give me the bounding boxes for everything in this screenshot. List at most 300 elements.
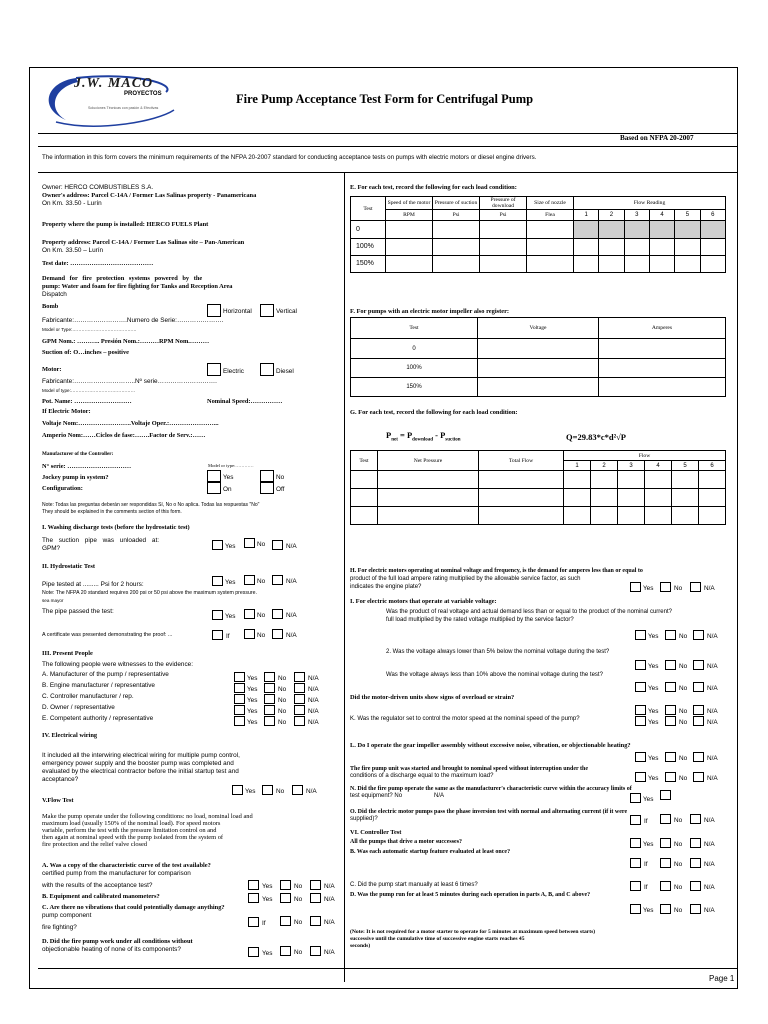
H-na-checkbox[interactable] [690, 582, 701, 592]
form-sheet [29, 67, 738, 989]
H-no-label: No [674, 585, 683, 592]
E-col-1: 1 [574, 210, 599, 221]
G-cell[interactable] [672, 489, 699, 507]
V-D-no-label: No [294, 949, 303, 956]
VI-B-if-label: If [644, 861, 648, 868]
jockey-no-checkbox[interactable] [260, 470, 274, 482]
G-cell[interactable] [479, 489, 564, 507]
IV-na-label: N/A [306, 788, 317, 795]
E-flea-unit: Flea [527, 210, 574, 221]
final-note-1: (Note: It is not required for a motor starter to operate for 5 minutes at maximum speed between starts) [350, 929, 596, 935]
III-b-na-checkbox[interactable] [294, 683, 305, 693]
if-electric-label: If Electric Motor: [42, 408, 91, 415]
G-col-1: 1 [564, 461, 591, 471]
company-logo [36, 70, 186, 128]
III-d-yes-label: Yes [247, 708, 258, 715]
E-cell-shaded [574, 221, 599, 239]
section-V-4: then again at nominal speed with the pump isolated from the system of [42, 834, 224, 841]
section-II-q3: A certificate was presented demonstrating the proof: ... [42, 632, 173, 638]
G-cell[interactable] [564, 471, 591, 489]
III-a-yes-label: Yes [247, 675, 258, 682]
O-line-1: O. Did the electric motor pumps pass the phase inversion test with normal and alternating current (if it were [350, 809, 628, 815]
G-cell[interactable] [645, 471, 672, 489]
E-cell[interactable] [433, 256, 480, 273]
G-cell[interactable] [564, 489, 591, 507]
J-yes-checkbox[interactable] [635, 705, 646, 715]
I-line-1: Was the product of real voltage and actual demand less than or equal to the product of the nominal current? [386, 609, 672, 615]
VI-D-yes-checkbox[interactable] [630, 904, 641, 914]
E-cell-shaded [624, 221, 649, 239]
IV-na-checkbox[interactable] [292, 785, 303, 795]
V-B-no-checkbox[interactable] [280, 893, 291, 903]
F-test-header: Test [351, 318, 478, 339]
VI-C-na-label: N/A [704, 884, 715, 891]
V-A-yes-checkbox[interactable] [248, 880, 259, 890]
II-q2-no-checkbox[interactable] [244, 609, 255, 619]
section-IV-4: acceptance? [42, 776, 79, 783]
III-e-yes-checkbox[interactable] [234, 716, 245, 726]
VI-B-no-label: No [674, 861, 683, 868]
section-V-3: variable, perform the test with the pressure limitation control on and [42, 827, 217, 834]
E-cell[interactable] [433, 239, 480, 256]
formula-p: P [386, 430, 392, 440]
E-cell[interactable] [599, 239, 624, 256]
I2-na-checkbox[interactable] [693, 660, 704, 670]
III-d-na-checkbox[interactable] [294, 705, 305, 715]
E-cell[interactable] [527, 256, 574, 273]
section-III-title: III. Present People [42, 650, 93, 657]
L-na-label: N/A [707, 755, 718, 762]
VI-D-yes-label: Yes [643, 907, 654, 914]
model-line-1: Model or Type:…………………………………… [42, 327, 137, 332]
E-cell[interactable] [527, 221, 574, 239]
III-c-yes-checkbox[interactable] [234, 694, 245, 704]
II-q2-no-label: No [257, 612, 266, 619]
O-if-checkbox[interactable] [630, 815, 641, 825]
H-line-2: product of the full load ampere rating multiplied by the allowable service factor, as such [350, 576, 581, 582]
H-na-label: N/A [704, 585, 715, 592]
E-cell[interactable] [574, 239, 599, 256]
F-cell[interactable] [478, 378, 599, 397]
III-e-label: E. Competent authority / representative [42, 715, 154, 722]
III-d-no-label: No [278, 708, 287, 715]
I2-no-checkbox[interactable] [665, 660, 676, 670]
V-B-na-checkbox[interactable] [310, 893, 321, 903]
I3-yes-checkbox[interactable] [635, 682, 646, 692]
H-yes-label: Yes [643, 585, 654, 592]
III-d-no-checkbox[interactable] [264, 705, 275, 715]
IV-yes-checkbox[interactable] [232, 785, 243, 795]
O-na-checkbox[interactable] [690, 814, 701, 824]
VI-D-na-label: N/A [704, 907, 715, 914]
H-no-checkbox[interactable] [660, 582, 671, 592]
VI-B-na-checkbox[interactable] [690, 858, 701, 868]
G-net-header: Net Pressure [378, 451, 479, 471]
F-row-150: 150% [351, 378, 478, 397]
III-c-no-label: No [278, 697, 287, 704]
E-col-6: 6 [700, 210, 725, 221]
II-na-checkbox[interactable] [272, 575, 283, 585]
VI-C-no-checkbox[interactable] [660, 881, 671, 891]
O-no-label: No [674, 817, 683, 824]
VI-no-checkbox[interactable] [660, 838, 671, 848]
property-address-2: On Km. 33.50 – Lurín [42, 247, 104, 254]
VI-C-if-checkbox[interactable] [630, 881, 641, 891]
IV-yes-label: Yes [245, 788, 256, 795]
VI-yes-checkbox[interactable] [630, 838, 641, 848]
III-c-na-label: N/A [308, 697, 319, 704]
O-no-checkbox[interactable] [660, 814, 671, 824]
II-q3-no-checkbox[interactable] [244, 629, 255, 639]
V-B-1: B. Equipment and calibrated manometers? [42, 893, 160, 900]
I1-na-checkbox[interactable] [693, 630, 704, 640]
E-cell[interactable] [649, 256, 674, 273]
F-amperes-header: Amperes [599, 318, 726, 339]
pot-name: Pot. Name: ……………………… [42, 398, 132, 405]
N-yes-label: Yes [643, 796, 654, 803]
I1-na-label: N/A [707, 633, 718, 640]
II-q2-na-checkbox[interactable] [272, 609, 283, 619]
V-C-if-label: If [262, 920, 266, 927]
N-no-checkbox[interactable] [660, 790, 671, 800]
E-psi-unit-2: Psi [480, 210, 527, 221]
II-q2-yes-label: Yes [225, 613, 236, 620]
final-note-3: seconds) [350, 943, 371, 949]
I2-yes-label: Yes [648, 663, 659, 670]
IV-no-checkbox[interactable] [262, 785, 273, 795]
demand-3: Dispatch [42, 291, 67, 298]
net-pressure-formula [386, 430, 461, 443]
section-II-q1: Pipe tested at ......... Psi for 2 hours: [42, 581, 144, 588]
K-yes-checkbox[interactable] [635, 716, 646, 726]
config-on-checkbox[interactable] [207, 482, 221, 494]
formula-eq: = P [397, 430, 413, 440]
G-cell[interactable] [479, 471, 564, 489]
M-line-2: conditions of a discharge equal to the maximum load? [350, 773, 494, 779]
I1-no-checkbox[interactable] [665, 630, 676, 640]
V-D-1: D. Did the fire pump work under all conditions without [42, 938, 193, 945]
G-cell[interactable] [699, 507, 726, 525]
G-cell[interactable] [351, 471, 378, 489]
property-address-1: Property address: Parcel C-14A / Former Las Salinas site – Pan-American [42, 239, 245, 246]
config-off-checkbox[interactable] [260, 482, 274, 494]
F-cell[interactable] [478, 339, 599, 359]
vertical-checkbox[interactable] [260, 304, 274, 317]
I3-na-checkbox[interactable] [693, 682, 704, 692]
II-q3-na-label: N/A [286, 632, 297, 639]
E-cell-shaded [649, 221, 674, 239]
VI-na-checkbox[interactable] [690, 838, 701, 848]
property-installed: Property where the pump is installed: HERCO FUELS Plant [42, 221, 209, 228]
G-cell[interactable] [645, 489, 672, 507]
diesel-checkbox[interactable] [260, 363, 274, 376]
G-cell[interactable] [378, 471, 479, 489]
L-yes-label: Yes [648, 755, 659, 762]
III-a-label: A. Manufacturer of the pump / representative [42, 671, 169, 678]
I2-yes-checkbox[interactable] [635, 660, 646, 670]
II-yes-checkbox[interactable] [212, 576, 223, 586]
VI-D-no-checkbox[interactable] [660, 904, 671, 914]
K-na-checkbox[interactable] [693, 716, 704, 726]
F-cell[interactable] [478, 359, 599, 378]
K-no-checkbox[interactable] [665, 716, 676, 726]
V-B-yes-checkbox[interactable] [248, 893, 259, 903]
G-cell[interactable] [699, 471, 726, 489]
II-no-label: No [257, 578, 266, 585]
G-cell[interactable] [618, 507, 645, 525]
E-nozzle-header: Size of nozzle [527, 197, 574, 210]
II-yes-label: Yes [225, 579, 236, 586]
I3-no-checkbox[interactable] [665, 682, 676, 692]
gpm-line: GPM Nom.: ……….. Presión Nom.:………RPM Nom.……… [42, 338, 210, 345]
section-IV-3: evaluated by the electrical contractor before the initial startup test and [42, 768, 239, 775]
I2-no-label: No [679, 663, 688, 670]
section-V-5: fire protection and the relief valve closed [42, 841, 148, 848]
E-cell[interactable] [574, 256, 599, 273]
E-cell[interactable] [624, 239, 649, 256]
V-D-na-label: N/A [324, 949, 335, 956]
nominal-speed: Nominal Speed:…………… [207, 398, 283, 405]
V-D-yes-label: Yes [262, 950, 273, 957]
M-na-checkbox[interactable] [693, 772, 704, 782]
VI-na-label: N/A [704, 841, 715, 848]
IV-no-label: No [276, 788, 285, 795]
owner-address-1: Owner's address: Parcel C-14A / Former Las Salinas property - Panamericana [42, 192, 257, 199]
V-C-3: fire fighting? [42, 924, 77, 931]
I-line-3: 2. Was the voltage always lower than 5% below the nominal voltage during the test? [386, 649, 610, 655]
M-yes-checkbox[interactable] [635, 772, 646, 782]
I-yes-checkbox[interactable] [212, 540, 223, 550]
G-cell[interactable] [479, 507, 564, 525]
E-cell[interactable] [386, 239, 433, 256]
G-cell[interactable] [699, 489, 726, 507]
page-number: Page 1 [709, 974, 735, 983]
note-line-2: They should be explained in the comments section of this form. [42, 509, 182, 515]
V-C-na-label: N/A [324, 919, 335, 926]
V-A-na-label: N/A [324, 883, 335, 890]
vertical-label: Vertical [276, 308, 297, 315]
VI-C-na-checkbox[interactable] [690, 881, 701, 891]
formula-net: net [391, 437, 398, 443]
V-C-na-checkbox[interactable] [310, 916, 321, 926]
flow-formula: Q=29.83*c*d²√P [566, 432, 626, 442]
III-a-yes-checkbox[interactable] [234, 672, 245, 682]
note-line-1: Note: Todas las preguntas deberán ser respondidas Sí, No o No aplica. Todas las respuestas "No" [42, 502, 260, 508]
final-note-2: successive until the cumulative time of successive engine starts reaches 45 [350, 936, 525, 942]
G-cell[interactable] [591, 471, 618, 489]
H-yes-checkbox[interactable] [630, 582, 641, 592]
V-A-no-label: No [294, 883, 303, 890]
G-cell[interactable] [618, 471, 645, 489]
J-no-checkbox[interactable] [665, 705, 676, 715]
E-cell[interactable] [527, 239, 574, 256]
K-no-label: No [679, 719, 688, 726]
M-line-1: The fire pump unit was started and brought to nominal speed without interruption under the [350, 766, 589, 772]
F-row-0: 0 [351, 339, 478, 359]
F-cell[interactable] [599, 339, 726, 359]
III-b-no-checkbox[interactable] [264, 683, 275, 693]
E-cell[interactable] [480, 256, 527, 273]
I2-na-label: N/A [707, 663, 718, 670]
III-b-na-label: N/A [308, 686, 319, 693]
VI-B-no-checkbox[interactable] [660, 858, 671, 868]
section-V-title: V.Flow Test [42, 797, 74, 804]
E-cell[interactable] [480, 239, 527, 256]
V-C-no-checkbox[interactable] [280, 916, 291, 926]
I1-yes-checkbox[interactable] [635, 630, 646, 640]
E-cell[interactable] [649, 239, 674, 256]
I-yes-label: Yes [225, 543, 236, 550]
M-no-checkbox[interactable] [665, 772, 676, 782]
V-D-na-checkbox[interactable] [310, 946, 321, 956]
II-no-checkbox[interactable] [244, 575, 255, 585]
III-e-no-checkbox[interactable] [264, 716, 275, 726]
G-cell[interactable] [645, 507, 672, 525]
O-na-label: N/A [704, 817, 715, 824]
E-col-5: 5 [675, 210, 700, 221]
E-cell[interactable] [700, 239, 725, 256]
G-cell[interactable] [672, 471, 699, 489]
E-cell[interactable] [433, 221, 480, 239]
V-D-no-checkbox[interactable] [280, 946, 291, 956]
jockey-yes-label: Yes [223, 474, 234, 481]
V-A-na-checkbox[interactable] [310, 880, 321, 890]
VI-title: VI. Controller Test [350, 829, 402, 836]
I-na-checkbox[interactable] [272, 540, 283, 550]
section-IV-1: It included all the interwiring electrical wiring for multiple pump control, [42, 752, 240, 759]
section-IV-2: emergency power supply and the booster pump was completed and [42, 760, 234, 767]
L-na-checkbox[interactable] [693, 752, 704, 762]
F-cell[interactable] [599, 378, 726, 397]
F-table [350, 317, 726, 397]
III-a-no-checkbox[interactable] [264, 672, 275, 682]
E-col-2: 2 [599, 210, 624, 221]
G-col-5: 5 [672, 461, 699, 471]
II-q3-if-checkbox[interactable] [212, 630, 223, 640]
V-A-1: A. Was a copy of the characteristic curve of the test available? [42, 862, 211, 869]
VI-D-question: D. Was the pump run for at least 5 minutes during each operation in parts A, B, and C above? [350, 892, 591, 898]
L-yes-checkbox[interactable] [635, 752, 646, 762]
VI-B-if-checkbox[interactable] [630, 858, 641, 868]
III-c-na-checkbox[interactable] [294, 694, 305, 704]
manufacturer-controller: Manufacturer of the Controller: [42, 451, 114, 457]
G-title: G. For each test, record the following for each load condition: [350, 409, 518, 416]
VI-yes-label: Yes [643, 841, 654, 848]
VI-B-question: B. Was each automatic startup feature evaluated at least once? [350, 849, 511, 855]
E-cell-shaded [599, 221, 624, 239]
K-question: K. Was the regulator set to control the motor speed at the nominal speed of the pump? [350, 716, 580, 722]
section-V-2: maximum load (usually 150% of the nominal load). For speed motors [42, 820, 221, 827]
E-cell[interactable] [675, 239, 700, 256]
I1-no-label: No [679, 633, 688, 640]
G-cell[interactable] [351, 507, 378, 525]
I-no-label: No [257, 541, 266, 548]
II-q2-yes-checkbox[interactable] [212, 610, 223, 620]
V-A-no-checkbox[interactable] [280, 880, 291, 890]
diesel-label: Diesel [276, 368, 294, 375]
III-a-na-checkbox[interactable] [294, 672, 305, 682]
logo-tagline: Soluciones Técnicas con pasión & Efectivas [88, 106, 159, 110]
V-C-2: pump component [42, 912, 92, 919]
V-B-yes-label: Yes [262, 896, 273, 903]
V-A-2: certified pump from the manufacturer for comparison [42, 870, 191, 877]
formula-minus: - P [433, 430, 446, 440]
G-col-2: 2 [591, 461, 618, 471]
V-B-no-label: No [294, 896, 303, 903]
G-cell[interactable] [351, 489, 378, 507]
III-c-no-checkbox[interactable] [264, 694, 275, 704]
III-d-yes-checkbox[interactable] [234, 705, 245, 715]
F-cell[interactable] [599, 359, 726, 378]
III-b-yes-checkbox[interactable] [234, 683, 245, 693]
G-cell[interactable] [618, 489, 645, 507]
G-cell[interactable] [378, 507, 479, 525]
VI-D-na-checkbox[interactable] [690, 904, 701, 914]
I3-yes-label: Yes [648, 685, 659, 692]
section-I-q2: GPM? [42, 545, 61, 552]
electric-label: Electric [223, 368, 244, 375]
III-d-label: D. Owner / representative [42, 704, 115, 711]
E-discharge-header: Pressure of download [480, 197, 527, 210]
G-cell[interactable] [591, 489, 618, 507]
L-no-checkbox[interactable] [665, 752, 676, 762]
III-d-na-label: N/A [308, 708, 319, 715]
O-if-label: If [644, 818, 648, 825]
VI-question: All the pumps that drive a motor successes? [350, 839, 463, 845]
G-cell[interactable] [378, 489, 479, 507]
E-cell[interactable] [386, 221, 433, 239]
horizontal-checkbox[interactable] [207, 304, 221, 317]
III-e-na-checkbox[interactable] [294, 716, 305, 726]
E-cell[interactable] [599, 256, 624, 273]
V-C-if-checkbox[interactable] [248, 917, 259, 927]
section-III-intro: The following people were witnesses to the evidence: [42, 661, 193, 668]
III-b-no-label: No [278, 686, 287, 693]
G-cell[interactable] [591, 507, 618, 525]
V-D-yes-checkbox[interactable] [248, 947, 259, 957]
formula-suction: suction [445, 437, 461, 443]
electric-checkbox[interactable] [207, 363, 221, 376]
fabricante-line: Fabricante:…………………….Numero de Serie:…………………. [42, 317, 224, 324]
model-line-2: Model of type:…………………………………… [42, 388, 136, 393]
jockey-question: Jockey pump in system? [42, 474, 109, 481]
VI-B-na-label: N/A [704, 861, 715, 868]
E-col-3: 3 [624, 210, 649, 221]
G-cell[interactable] [672, 507, 699, 525]
E-cell[interactable] [480, 221, 527, 239]
logo-subtitle: PROYECTOS [124, 91, 162, 97]
E-cell[interactable] [386, 256, 433, 273]
E-cell-shaded [675, 221, 700, 239]
G-col-6: 6 [699, 461, 726, 471]
III-c-label: C. Controller manufacturer / rep. [42, 693, 134, 700]
O-line-2: supplied)? [350, 816, 378, 822]
jockey-yes-checkbox[interactable] [207, 470, 221, 482]
E-cell[interactable] [675, 256, 700, 273]
E-cell[interactable] [624, 256, 649, 273]
G-cell[interactable] [564, 507, 591, 525]
N-yes-checkbox[interactable] [630, 793, 641, 803]
J-na-checkbox[interactable] [693, 705, 704, 715]
test-date: Test date: ………………………………… [42, 260, 154, 267]
I-no-checkbox[interactable] [244, 538, 255, 548]
II-q3-na-checkbox[interactable] [272, 629, 283, 639]
L-no-label: No [679, 755, 688, 762]
III-b-yes-label: Yes [247, 686, 258, 693]
F-voltage-header: Voltage [478, 318, 599, 339]
E-cell[interactable] [700, 256, 725, 273]
F-title: F. For pumps with an electric motor impeller also register: [350, 308, 510, 315]
